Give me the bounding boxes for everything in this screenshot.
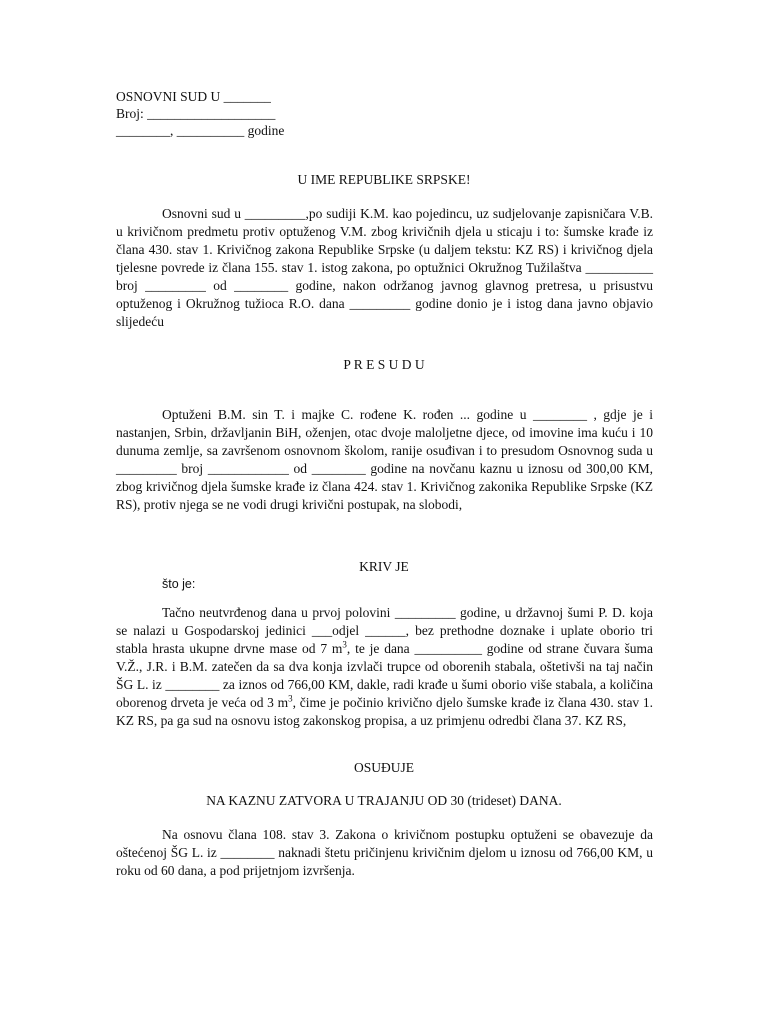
facts-superscript-2: 3 [288, 693, 293, 704]
court-line: OSNOVNI SUD U _______ [116, 89, 271, 104]
guilty-heading: KRIV JE [359, 559, 409, 574]
document-title: U IME REPUBLIKE SRPSKE! [297, 172, 471, 187]
facts-text-part3: , čime je počinio krivično djelo šumske krađe iz člana 430. stav 1. KZ RS, pa ga sud na osnovu istog zakonskog propisa, a uz primjenu odredbi člana 37. KZ RS, [116, 695, 654, 728]
damages-paragraph: Na osnovu člana 108. stav 3. Zakona o krivičnom postupku optuženi se obavezuje da oštećenoj ŠG L. iz ________ naknadi štetu pričinjenu krivičnim djelom u iznosu od 766,00 KM, u roku od 60 dana, a pod prijetnjom izvršenja. [116, 827, 653, 878]
intro-paragraph: Osnovni sud u _________,po sudiji K.M. kao pojedincu, uz sudjelovanje zapisničara V.B. u krivičnom predmetu protiv optuženog V.M. zbog krivičnih djela u sticaju i to: šumske krađe iz člana 430. stav 1. Krivičnog zakona Republike Srpske (u daljem tekstu: KZ RS) i krivičnog djela tjelesne povrede iz člana 155. stav 1. istog zakona, po optužnici Okružnog Tužilaštva __________ broj _________ od ________ godine, nakon održanog javnog glavnog pretresa, u prisustvu optuženog i Okružnog tužioca R.O. dana _________ godine donio je i istog dana javno objavio slijedeću [116, 206, 653, 329]
sentence-line: NA KAZNU ZATVORA U TRAJANJU OD 30 (trideset) DANA. [206, 793, 562, 808]
sentence-heading: OSUĐUJE [353, 760, 414, 775]
facts-superscript-1: 3 [342, 639, 347, 650]
case-number-line: Broj: ___________________ [116, 106, 276, 121]
facts-text-part2: , te je dana __________ godine od strane čuvara šuma V.Ž., J.R. i B.M. zatečen da sa dva konja izvlači trupce od oborenih stabala, oštetivši na taj način ŠG L. iz ________ za iznos od 766,00 KM, dakle, radi krađe u šumi oborio više stabala, a količina oborenog drveta je veća od 3 m [116, 641, 653, 710]
verdict-heading: P R E S U D U [343, 357, 425, 372]
date-line: ________, __________ godine [116, 123, 285, 138]
facts-paragraph [116, 604, 653, 730]
facts-text-part1: Tačno neutvrđenog dana u prvoj polovini _________ godine, u državnoj šumi P. D. koja se nalazi u Gospodarskoj jedinici ___odjel ______, bez prethodne doznake i uplate oborio tri stabla hrasta ukupne drvne mase od 7 m [116, 605, 653, 656]
guilty-subheading: što je: [162, 577, 196, 591]
accused-paragraph: Optuženi B.M. sin T. i majke C. rođene K. rođen ... godine u ________ , gdje je i nastanjen, Srbin, državljanin BiH, oženjen, otac dvoje maloljetne djece, od imovine ima kuću i 10 dunuma zemlje, sa završenom osnovnom školom, ranije osuđivan i to presudom Osnovnog suda u _________ broj ____________ od ________ godine na novčanu kaznu u iznosu od 300,00 KM, zbog krivičnog djela šumske krađe iz člana 424. stav 1. Krivičnog zakonika Republike Srpske (KZ RS), protiv njega se ne vodi drugi krivični postupak, na slobodi, [116, 407, 653, 512]
